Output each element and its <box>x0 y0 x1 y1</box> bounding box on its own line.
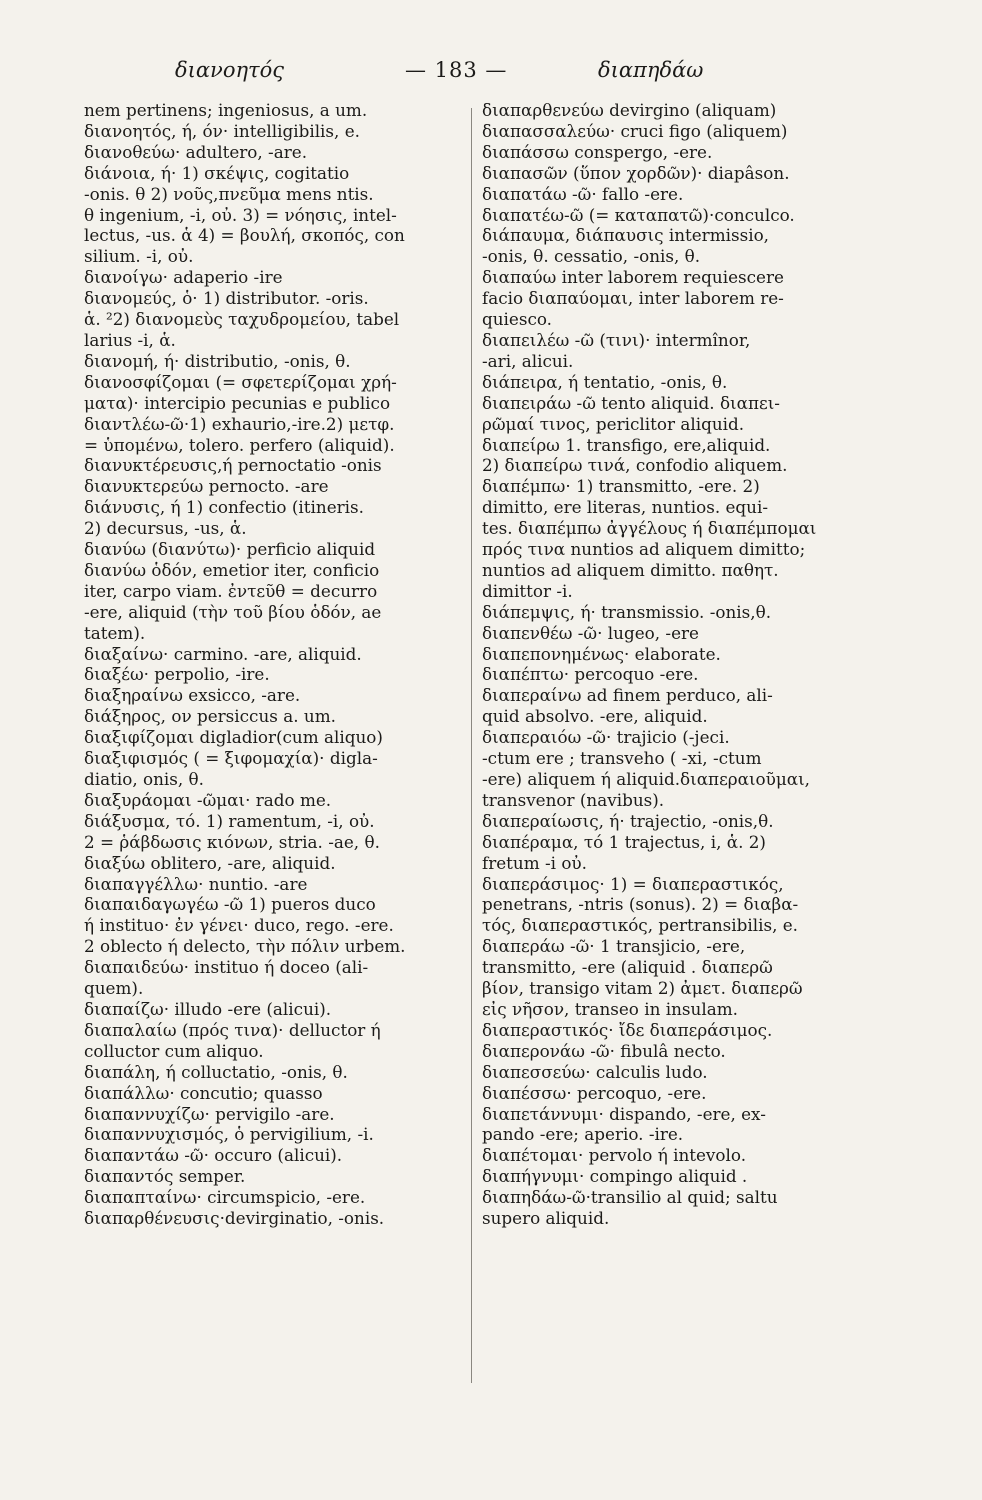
dictionary-line: facio διαπαύομαι, inter laborem re- <box>482 288 784 309</box>
dictionary-line: dimittor -i. <box>482 580 573 601</box>
dictionary-line: διανυκτερεύω pernocto. -are <box>84 476 329 497</box>
dictionary-line: διαπεραίωσις, ή· trajectio, -onis,θ. <box>482 810 774 831</box>
header-first-entry: διανοητός <box>175 58 285 82</box>
dictionary-line: διανοίγω· adaperio -ire <box>84 267 283 288</box>
dictionary-line: -onis. θ 2) νοῦς,πνεῦμα mens ntis. <box>84 183 374 204</box>
dictionary-line: διάπεμψις, ή· transmissio. -onis,θ. <box>482 601 772 622</box>
dictionary-line: διαπειλέω -ῶ (τινι)· intermînor, <box>482 329 751 350</box>
dictionary-line: διάξηρος, ον persiccus a. um. <box>84 706 336 727</box>
dictionary-line: διαπαύω inter laborem requiescere <box>482 267 784 288</box>
dictionary-line: διαπενθέω -ῶ· lugeo, -ere <box>482 622 699 643</box>
dictionary-line: διαξέω· perpolio, -ire. <box>84 664 270 685</box>
dictionary-line: διαντλέω-ῶ·1) exhaurio,-ire.2) μετφ. <box>84 413 395 434</box>
dictionary-line: nem pertinens; ingeniosus, a um. <box>84 100 368 120</box>
dictionary-line: διαπατάω -ῶ· fallo -ere. <box>482 183 684 204</box>
dictionary-line: colluctor cum aliquo. <box>84 1040 264 1061</box>
dictionary-line: διαπαγγέλλω· nuntio. -are <box>84 873 308 894</box>
dictionary-line: tatem). <box>84 622 146 643</box>
dictionary-line: διαξαίνω· carmino. -are, aliquid. <box>84 643 362 664</box>
dictionary-line: διάπαυμα, διάπαυσις intermissio, <box>482 225 770 246</box>
dictionary-line: diatio, onis, θ. <box>84 769 204 789</box>
dictionary-line: = ὑπομένω, tolero. perfero (aliquid). <box>84 434 395 455</box>
dictionary-line: διαπασσαλεύω· cruci figo (aliquem) <box>482 120 788 141</box>
dictionary-line: διαξηραίνω exsicco, -are. <box>84 685 301 706</box>
dictionary-line: διαπαννυχισμός, ὁ pervigilium, -i. <box>84 1124 374 1145</box>
dictionary-line: διαπεράσιμος· 1) = διαπεραστικός, <box>482 873 784 894</box>
dictionary-line: tes. διαπέμπω ἀγγέλους ή διαπέμπομαι <box>482 518 817 539</box>
dictionary-line: διαπεραστικός· ἴδε διαπεράσιμος. <box>482 1019 773 1040</box>
dictionary-line: διαπαντάω -ῶ· occuro (alicui). <box>84 1145 343 1166</box>
dictionary-line: διαπήγνυμι· compingo aliquid . <box>482 1166 748 1187</box>
dictionary-line: διαξιφίζομαι digladior(cum aliquo) <box>84 727 383 748</box>
dictionary-line: διαπειράω -ῶ tento aliquid. διαπει- <box>482 392 780 413</box>
dictionary-line: διαπαπταίνω· circumspicio, -ere. <box>84 1187 366 1208</box>
dictionary-line: transmitto, -ere (aliquid . διαπερῶ <box>482 957 773 978</box>
dictionary-line: διανομή, ή· distributio, -onis, θ. <box>84 350 351 371</box>
dictionary-line: διαπαιδεύω· instituo ή doceo (ali- <box>84 957 369 978</box>
dictionary-line: dimitto, ere literas, nuntios. equi- <box>482 497 769 518</box>
dictionary-line: διαπαιδαγωγέω -ῶ 1) pueros duco <box>84 894 376 915</box>
dictionary-line: -ere) aliquem ή aliquid.διαπεραιοῦμαι, <box>482 769 810 789</box>
dictionary-line: iter, carpo viam. ἐντεῦθ = decurro <box>84 580 378 601</box>
dictionary-line: διανυκτέρευσις,ή pernoctatio -onis <box>84 455 382 476</box>
dictionary-line: διανοητός, ή, όν· intelligibilis, e. <box>84 120 360 141</box>
dictionary-line: διαπατέω-ῶ (= καταπατῶ)·conculco. <box>482 204 795 225</box>
dictionary-line: penetrans, -ntris (sonus). 2) = διαβα- <box>482 894 799 915</box>
dictionary-line: τός, διαπεραστικός, pertransibilis, e. <box>482 915 799 936</box>
dictionary-line: ή instituo· ἐν γένει· duco, rego. -ere. <box>84 915 394 936</box>
dictionary-line: 2 = ῥάβδωσις κιόνων, stria. -ae, θ. <box>84 831 380 852</box>
dictionary-line: διαπετάννυμι· dispando, -ere, ex- <box>482 1103 766 1124</box>
dictionary-line: διανοθεύω· adultero, -are. <box>84 141 308 162</box>
dictionary-line: -ctum ere ; transveho ( -xi, -ctum <box>482 748 762 769</box>
dictionary-line: ἁ. ²2) διανομεὺς ταχυδρομείου, tabel <box>84 309 400 330</box>
dictionary-line: διαπεραίνω ad finem perduco, ali- <box>482 685 773 706</box>
dictionary-line: βίον, transigo vitam 2) ἀμετ. διαπερῶ <box>482 978 803 999</box>
dictionary-line: 2 oblecto ή delecto, τὴν πόλιν urbem. <box>84 936 406 957</box>
dictionary-line: διανοσφίζομαι (= σφετερίζομαι χρή- <box>84 371 397 392</box>
dictionary-line: διανύω (διανύτω)· perficio aliquid <box>84 539 376 560</box>
dictionary-line: διανομεύς, ὁ· 1) distributor. -oris. <box>84 288 369 309</box>
dictionary-line: διαπεραιόω -ῶ· trajicio (-jeci. <box>482 727 730 748</box>
dictionary-line: silium. -i, οὐ. <box>84 246 194 267</box>
dictionary-line: quem). <box>84 978 144 999</box>
dictionary-line: nuntios ad aliquem dimitto. παθητ. <box>482 559 779 580</box>
right-column <box>482 100 862 1229</box>
dictionary-line: διαπέπτω· percoquo -ere. <box>482 664 699 685</box>
dictionary-line: διαπεσσεύω· calculis ludo. <box>482 1061 708 1082</box>
dictionary-line: διάπειρα, ή tentatio, -onis, θ. <box>482 371 728 392</box>
dictionary-line: διαπέτομαι· pervolo ή intevolo. <box>482 1145 747 1166</box>
dictionary-line: διάξυσμα, τό. 1) ramentum, -i, οὐ. <box>84 810 375 831</box>
dictionary-line: διαπαννυχίζω· pervigilo -are. <box>84 1103 335 1124</box>
dictionary-line: διαπέραμα, τό 1 trajectus, i, ἁ. 2) <box>482 831 766 852</box>
dictionary-line: θ ingenium, -i, οὐ. 3) = νόησις, intel- <box>84 204 397 225</box>
dictionary-line: διαπερονάω -ῶ· fibulâ necto. <box>482 1040 726 1061</box>
page-number: — 183 — <box>405 58 508 82</box>
dictionary-line: διαπαίζω· illudo -ere (alicui). <box>84 998 332 1019</box>
dictionary-line: ματα)· intercipio pecunias e publico <box>84 392 391 413</box>
dictionary-line: διαπηδάω-ῶ·transilio al quid; saltu <box>482 1187 778 1208</box>
dictionary-line: 2) decursus, -us, ἁ. <box>84 518 247 539</box>
dictionary-line: transvenor (navibus). <box>482 789 665 810</box>
dictionary-line: -onis, θ. cessatio, -onis, θ. <box>482 246 701 267</box>
dictionary-line: διάνυσις, ή 1) confectio (itineris. <box>84 497 364 518</box>
dictionary-line: ρῶμαί τινος, periclitor aliquid. <box>482 413 745 434</box>
left-column <box>84 100 474 1229</box>
dictionary-line: διαπαρθενεύω devirgino (aliquam) <box>482 100 777 120</box>
dictionary-line: διαπαντός semper. <box>84 1166 246 1187</box>
header-last-entry: διαπηδάω <box>598 58 704 82</box>
dictionary-line: 2) διαπείρω τινά, confodio aliquem. <box>482 455 788 476</box>
dictionary-line: διαπεράω -ῶ· 1 transjicio, -ere, <box>482 936 746 957</box>
dictionary-line: διαξιφισμός ( = ξιφομαχία)· digla- <box>84 748 378 769</box>
dictionary-line: διάνοια, ή· 1) σκέψις, cogitatio <box>84 162 350 183</box>
dictionary-line: διαπαλαίω (πρός τινα)· delluctor ή <box>84 1019 381 1040</box>
dictionary-line: διανύω ὁδόν, emetior iter, conficio <box>84 559 380 580</box>
page-header <box>0 58 982 92</box>
dictionary-line: lectus, -us. ἁ 4) = βουλή, σκοπός, con <box>84 225 405 246</box>
dictionary-line: διαπείρω 1. transfigo, ere,aliquid. <box>482 434 771 455</box>
dictionary-line: fretum -i οὐ. <box>482 852 587 873</box>
dictionary-line: διαπαρθένευσις·devirginatio, -onis. <box>84 1208 385 1229</box>
dictionary-line: διαπεπονημένως· elaborate. <box>482 643 721 664</box>
dictionary-line: διαπάλλω· concutio; quasso <box>84 1082 323 1103</box>
dictionary-line: διαπάλη, ή colluctatio, -onis, θ. <box>84 1061 348 1082</box>
dictionary-line: διαπέσσω· percoquo, -ere. <box>482 1082 707 1103</box>
dictionary-line: larius -i, ἁ. <box>84 329 176 350</box>
dictionary-line: -ere, aliquid (τὴν τοῦ βίου ὁδόν, ae <box>84 601 382 622</box>
dictionary-line: διαπέμπω· 1) transmitto, -ere. 2) <box>482 476 760 497</box>
dictionary-line: διαπασῶν (ὕπον χορδῶν)· diapâson. <box>482 162 790 183</box>
dictionary-line: διαπάσσω conspergo, -ere. <box>482 141 713 162</box>
dictionary-line: pando -ere; aperio. -ire. <box>482 1124 684 1145</box>
dictionary-line: quiesco. <box>482 309 553 330</box>
dictionary-line: εἰς νῆσον, transeo in insulam. <box>482 998 738 1019</box>
dictionary-line: -ari, alicui. <box>482 350 574 371</box>
column-divider <box>471 108 472 1383</box>
dictionary-line: διαξυράομαι -ῶμαι· rado me. <box>84 789 332 810</box>
dictionary-line: supero aliquid. <box>482 1208 610 1229</box>
dictionary-line: πρός τινα nuntios ad aliquem dimitto; <box>482 539 806 560</box>
dictionary-line: quid absolvo. -ere, aliquid. <box>482 706 708 727</box>
dictionary-line: διαξύω oblitero, -are, aliquid. <box>84 852 336 873</box>
